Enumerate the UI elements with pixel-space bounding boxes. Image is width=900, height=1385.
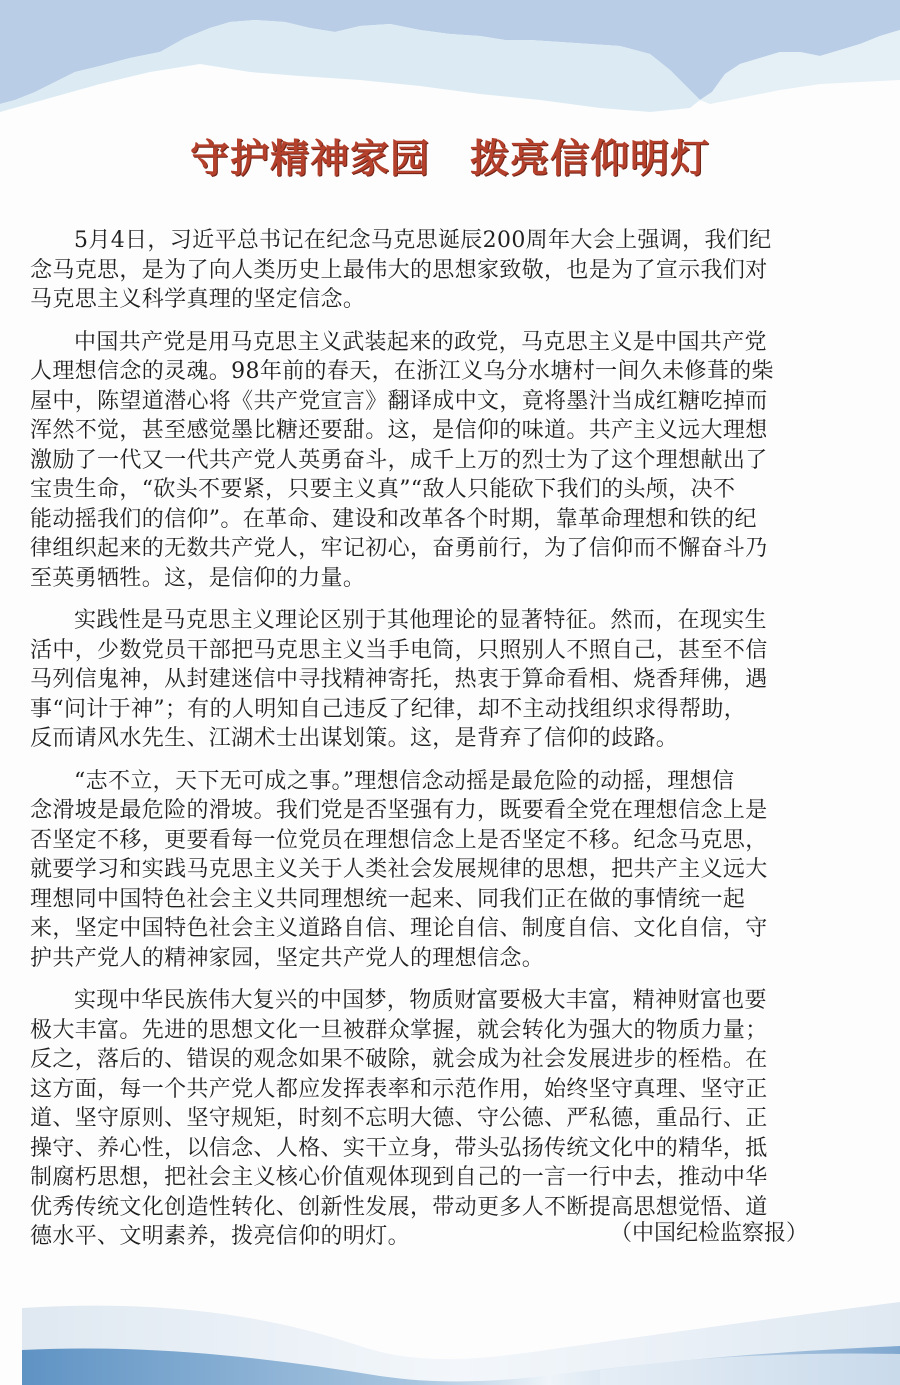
text-line: 反而请风水先生、江湖术士出谋划策。这，是背弃了信仰的歧路。: [30, 726, 679, 751]
paragraph-3: [30, 606, 820, 754]
text-line: 念滑坡是最危险的滑坡。我们党是否坚强有力，既要看全党在理想信念上是: [30, 798, 768, 823]
paragraph-5: [30, 986, 820, 1252]
text-line: 极大丰富。先进的思想文化一旦被群众掌握，就会转化为强大的物质力量；: [30, 1017, 768, 1043]
mountain-header-decoration: [0, 0, 900, 130]
text-line: 操守、养心性，以信念、人格、实干立身，带头弘扬传统文化中的精华，抵: [30, 1135, 768, 1161]
text-line: 中国共产党是用马克思主义武装起来的政党，马克思主义是中国共产党: [74, 329, 767, 355]
text-line: 道、坚守原则、坚守规矩，时刻不忘明大德、守公德、严私德，重品行、正: [30, 1106, 768, 1131]
text-line: 屋中，陈望道潜心将《共产党宣言》翻译成中文，竟将墨汁当成红糖吃掉而: [30, 388, 768, 414]
text-line: 5月4日，习近平总书记在纪念马克思诞辰200周年大会上强调，我们纪: [74, 228, 772, 253]
paragraph-4: [30, 767, 820, 974]
paragraph-2: [30, 328, 820, 594]
text-line: 实现中华民族伟大复兴的中国梦，物质财富要极大丰富，精神财富也要: [74, 988, 767, 1013]
wave-footer-decoration: [0, 1290, 900, 1385]
text-line: 来，坚定中国特色社会主义道路自信、理论自信、制度自信、文化自信，守: [30, 916, 768, 941]
text-line: 活中，少数党员干部把马克思主义当手电筒，只照别人不照自己，甚至不信: [30, 637, 768, 663]
text-line: 浑然不觉，甚至感觉墨比糖还要甜。这，是信仰的味道。共产主义远大理想: [30, 418, 768, 443]
text-line: 实践性是马克思主义理论区别于其他理论的显著特征。然而，在现实生: [74, 608, 767, 633]
text-line: 德水平、文明素养，拨亮信仰的明灯。: [30, 1224, 410, 1249]
text-line: 事“问计于神”；有的人明知自己违反了纪律，却不主动找组织求得帮助，: [30, 696, 747, 722]
text-line: 就要学习和实践马克思主义关于人类社会发展规律的思想，把共产主义远大: [30, 857, 768, 882]
text-line: 否坚定不移，更要看每一位党员在理想信念上是否坚定不移。纪念马克思，: [30, 827, 768, 853]
article-body: [30, 226, 820, 1265]
text-line: 宝贵生命，“砍头不要紧，只要主义真”“敌人只能砍下我们的头颅，决不: [30, 477, 736, 502]
text-line: 优秀传统文化创造性转化、创新性发展，带动更多人不断提高思想觉悟、道: [30, 1194, 768, 1220]
text-line: 激励了一代又一代共产党人英勇奋斗，成千上万的烈士为了这个理想献出了: [30, 447, 768, 473]
text-line: 反之，落后的、错误的观念如果不破除，就会成为社会发展进步的桎梏。在: [30, 1047, 768, 1072]
paragraph-1: [30, 226, 820, 315]
text-line: “志不立，天下无可成之事。”理想信念动摇是最危险的动摇，理想信: [74, 768, 735, 794]
text-line: 马克思主义科学真理的坚定信念。: [30, 287, 366, 312]
source-attribution: （中国纪检监察报）: [609, 1221, 808, 1246]
text-line: 至英勇牺牲。这，是信仰的力量。: [30, 565, 366, 591]
text-line: 制腐朽思想，把社会主义核心价值观体现到自己的一言一行中去，推动中华: [30, 1165, 768, 1190]
text-line: 护共产党人的精神家园，坚定共产党人的理想信念。: [30, 945, 545, 971]
text-line: 律组织起来的无数共产党人，牢记初心，奋勇前行，为了信仰而不懈奋斗乃: [30, 536, 768, 561]
text-line: 这方面，每一个共产党人都应发挥表率和示范作用，始终坚守真理、坚守正: [30, 1076, 768, 1102]
text-line: 理想同中国特色社会主义共同理想统一起来、同我们正在做的事情统一起: [30, 886, 746, 912]
text-line: 念马克思，是为了向人类历史上最伟大的思想家致敬，也是为了宣示我们对: [30, 257, 768, 283]
text-line: 马列信鬼神，从封建迷信中寻找精神寄托，热衷于算命看相、烧香拜佛，遇: [30, 667, 768, 692]
article-title: 守护精神家园 拨亮信仰明灯: [189, 136, 710, 182]
text-line: 能动摇我们的信仰”。在革命、建设和改革各个时期，靠革命理想和铁的纪: [30, 506, 757, 532]
text-line: 人理想信念的灵魂。98年前的春天，在浙江义乌分水塘村一间久未修葺的柴: [30, 359, 774, 384]
